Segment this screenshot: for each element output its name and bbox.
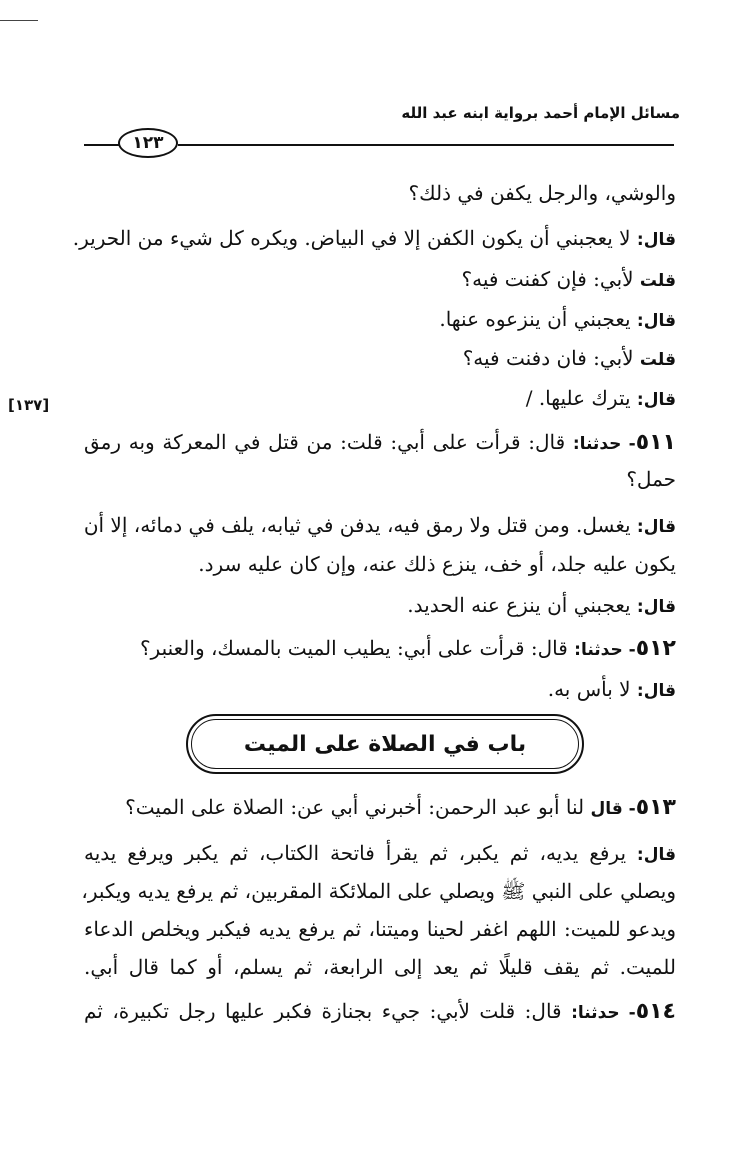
header-rule-right: [178, 144, 674, 146]
text-line: [84, 590, 676, 622]
margin-reference: [١٣٧]: [8, 396, 50, 414]
line-label: قال:: [636, 311, 676, 331]
text-line: [84, 952, 676, 982]
line-text: يكون عليه جلد، أو خف، ينزع ذلك عنه، وإن كان عليه سرد.: [198, 552, 676, 576]
line-text: للميت. ثم يقف قليلًا ثم يعد إلى الرابعة، ثم يسلم، أو كما قال أبي.: [84, 955, 676, 979]
line-label: - قال: [590, 799, 636, 819]
line-label: قال:: [636, 390, 676, 410]
section-heading-box: [186, 714, 584, 774]
text-line: [84, 838, 676, 870]
line-label: قال:: [636, 597, 676, 617]
text-line: [84, 383, 676, 415]
text-line: [84, 549, 676, 579]
line-text: حمل؟: [626, 467, 676, 491]
line-label: قال:: [636, 517, 676, 537]
corner-mark: [0, 20, 38, 21]
line-text: لأبي: فإن كفنت فيه؟: [461, 267, 640, 291]
text-line: [84, 304, 676, 336]
line-text: لأبي: فان دفنت فيه؟: [462, 346, 640, 370]
text-line: [81, 876, 676, 906]
text-line: [84, 996, 676, 1028]
line-text: قال: قرأت على أبي: قلت: من قتل في المعركة وبه رمق: [84, 430, 573, 454]
line-text: قال: قلت لأبي: جيء بجنازة فكبر عليها رجل تكبيرة، ثم: [84, 999, 572, 1023]
line-text: ويدعو للميت: اللهم اغفر لحينا وميتنا، ثم يرفع يديه فيكبر ويخلص الدعاء: [84, 917, 676, 941]
line-label: قلت: [639, 271, 676, 291]
line-text: ويصلي على النبي ﷺ ويصلي على الملائكة المقربين، ثم يرفع يديه ويكبر،: [81, 879, 676, 903]
line-label: - حدثنا:: [571, 1003, 636, 1023]
text-line: [84, 343, 676, 375]
entry-number: ٥١٣: [635, 795, 676, 820]
entry-number: ٥١١: [635, 430, 676, 455]
line-text: يرفع يديه، ثم يكبر، ثم يقرأ فاتحة الكتاب، ثم يكبر ويرفع يديه: [84, 841, 637, 865]
text-line: [84, 264, 676, 296]
text-line: [84, 178, 676, 208]
line-text: لا بأس به.: [547, 677, 637, 701]
text-line: [84, 633, 676, 665]
line-label: - حدثنا:: [572, 434, 636, 454]
line-text: يعجبني أن ينزع عنه الحديد.: [407, 593, 637, 617]
text-line: [84, 510, 676, 542]
line-text: قال: قرأت على أبي: يطيب الميت بالمسك، والعنبر؟: [139, 636, 575, 660]
line-text: والوشي، والرجل يكفن في ذلك؟: [408, 181, 676, 205]
line-text: لا يعجبني أن يكون الكفن إلا في البياض. ويكره كل شيء من الحرير.: [72, 226, 637, 250]
page-number: ١٢٣: [118, 128, 178, 158]
line-label: - حدثنا:: [574, 640, 636, 660]
text-line: [84, 792, 676, 824]
entry-number: ٥١٢: [635, 636, 676, 661]
line-text: يعجبني أن ينزعوه عنها.: [439, 307, 637, 331]
entry-number: ٥١٤: [635, 999, 676, 1024]
line-label: قال:: [636, 681, 676, 701]
line-text: يغسل. ومن قتل ولا رمق فيه، يدفن في ثيابه، يلف في دمائه، إلا أن: [83, 513, 637, 537]
line-label: قال:: [636, 230, 676, 250]
header-rule-left: [84, 144, 120, 146]
line-text: لنا أبو عبد الرحمن: أخبرني أبي عن: الصلاة على الميت؟: [125, 795, 591, 819]
text-line: [84, 674, 676, 706]
line-label: قلت: [639, 350, 676, 370]
line-text: يترك عليها. /: [525, 386, 637, 410]
line-label: قال:: [636, 845, 676, 865]
section-heading: باب في الصلاة على الميت: [243, 731, 527, 757]
running-header: مسائل الإمام أحمد برواية ابنه عبد الله: [401, 104, 680, 122]
text-line: [72, 223, 676, 255]
text-line: [84, 427, 676, 459]
text-line: [84, 464, 676, 494]
text-line: [84, 914, 676, 944]
